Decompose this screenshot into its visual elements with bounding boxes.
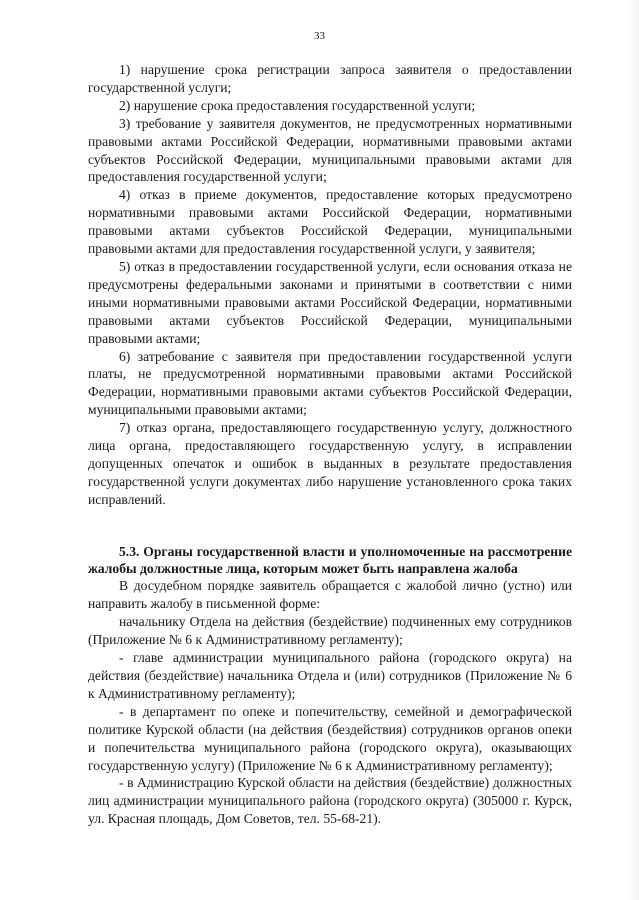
page-number: 33 <box>314 30 325 42</box>
list-item: 7) отказ органа, предоставляющего государственную услугу, должностного лица органа, предоставляющего государственную услугу, в исправлении допущенных опечаток и ошибок в выданных в результате предоставления государственной услуги документах либо нарушение установленного срока таких исправлений. <box>88 420 572 507</box>
list-item: 1) нарушение срока регистрации запроса заявителя о предоставлении государственной услуги; <box>88 62 572 95</box>
list-item: 5) отказ в предоставлении государственной услуги, если основания отказа не предусмотрены федеральными законами и принятыми в соответствии с ними иными нормативными правовыми актами Российской Федерации, нормативными правовыми актами субъектов Российской Федерации, муниципальными правовыми актами; <box>88 258 572 346</box>
section-heading: 5.3. Органы государственной власти и уполномоченные на рассмотрение жалобы должностные лица, которым может быть направлена жалоба <box>88 543 572 577</box>
list-item: - в Администрацию Курской области на действия (бездействие) должностных лиц администрации муниципального района (городского округа) (305000 г. Курск, ул. Красная площадь, Дом Советов, тел. 55-68-21). <box>88 775 572 827</box>
list-item: 2) нарушение срока предоставления государственной услуги; <box>119 97 476 113</box>
list-item: - главе администрации муниципального района (городского округа) на действия (бездействие) начальника Отдела и (или) сотрудников (Приложение № 6 к Административному регламенту); <box>88 650 572 701</box>
section-intro: В досудебном порядке заявитель обращается с жалобой лично (устно) или направить жалобу в письменной форме: <box>88 578 572 612</box>
scan-edge-shadow <box>625 0 639 900</box>
list-item: 3) требование у заявителя документов, не предусмотренных нормативными правовыми актами Российской Федерации, нормативными правовыми актами субъектов Российской Федерации, муниципальными правовыми актами для предоставления государственной услуги; <box>88 115 572 185</box>
list-item: начальнику Отдела на действия (бездействие) подчиненных ему сотрудников (Приложение № 6 к Административному регламенту); <box>88 614 572 648</box>
list-item: - в департамент по опеке и попечительству, семейной и демографической политике Курской области (на действия (бездействия) сотрудников органов опеки и попечительства муниципального района (городского округа), оказывающих государственную услугу) (Приложение № 6 к Административному регламенту); <box>88 703 572 773</box>
document-body <box>88 61 572 828</box>
list-item: 6) затребование с заявителя при предоставлении государственной услуги платы, не предусмотренной нормативными правовыми актами Российской Федерации, нормативными правовыми актами субъектов Российской Федерации, муниципальными правовыми актами; <box>88 348 572 418</box>
list-item: 4) отказ в приеме документов, предоставление которых предусмотрено нормативными правовыми актами Российской Федерации, нормативными правовыми актами субъектов Российской Федерации, муниципальными правовыми актами для предоставления государственной услуги, у заявителя; <box>88 187 572 257</box>
